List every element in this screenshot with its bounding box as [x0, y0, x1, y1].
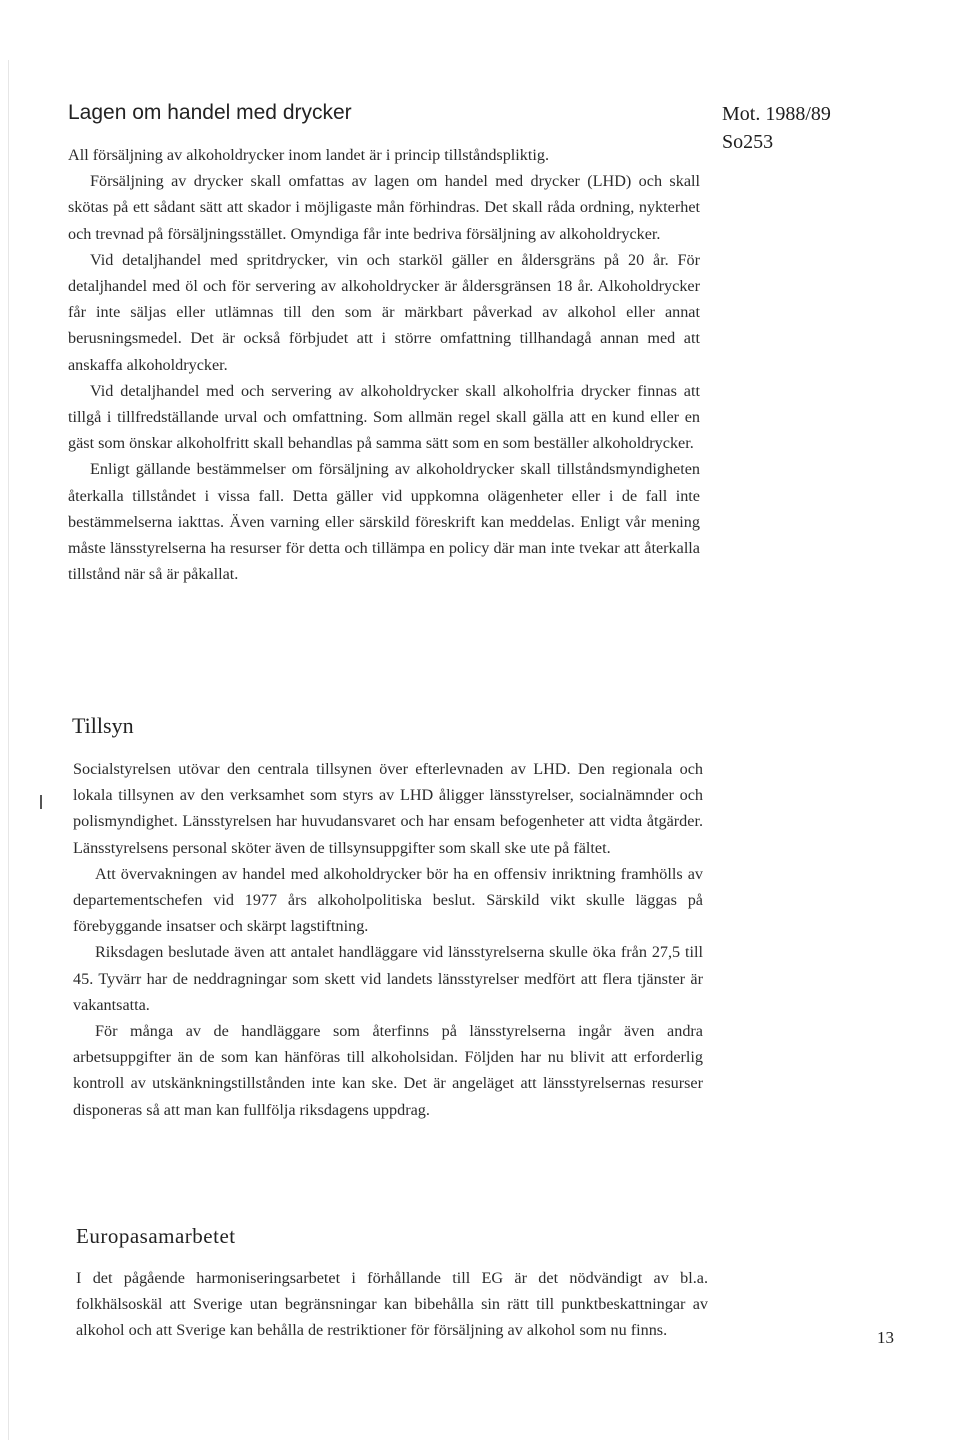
paragraph: Att övervakningen av handel med alkoholdrycker bör ha en offensiv inriktning framhölls av departementschefen vid 1977 års alkoholpolitiska beslut. Särskild vikt skulle läggas på förebyggande insatser och skärpt lagstiftning. — [73, 864, 703, 936]
page-number: 13 — [877, 1328, 894, 1347]
paragraph: Vid detaljhandel med och servering av alkoholdrycker skall alkoholfria drycker finnas att tillgå i tillfredställande urval och omfattning. Som allmän regel skall gälla att en kund eller en gäst som önskar alkoholfritt skall behandlas på samma sätt som en som beställer alkoholdrycker. — [68, 381, 700, 453]
section-body-lagen — [68, 142, 700, 587]
section-body-europasamarbetet — [76, 1265, 708, 1344]
motion-reference — [722, 100, 831, 156]
section-heading-europasamarbetet: Europasamarbetet — [76, 1224, 236, 1248]
motion-number: Mot. 1988/89 — [722, 103, 831, 125]
paragraph: För många av de handläggare som återfinns på länsstyrelserna ingår även andra arbetsuppgifter än de som kan hänföras till alkoholsidan. Följden har nu blivit att erforderlig kontroll av utskänkningstillstånden inte kan ske. Det är angeläget att länsstyrelsernas resurser disponeras så att man kan fullfölja riksdagens uppdrag. — [73, 1022, 703, 1119]
paragraph: Försäljning av drycker skall omfattas av lagen om handel med drycker (LHD) och skall skötas på ett sådant sätt att skador i möjligaste mån förhindras. Det skall råda ordning, nykterhet och trevnad på försäljningsstället. Omyndiga får inte bedriva försäljning av alkoholdrycker. — [68, 172, 700, 243]
page-edge-line — [8, 60, 9, 1440]
paragraph: All försäljning av alkoholdrycker inom landet är i princip tillståndspliktig. — [68, 146, 550, 164]
motion-code: So253 — [722, 131, 774, 153]
paragraph: I det pågående harmoniseringsarbetet i förhållande till EG är det nödvändigt av bl.a. folkhälsoskäl att Sverige utan begränsningar kan bibehålla sin rätt till punktbeskattningar av alkohol och att Sverige kan behålla de restriktioner för försäljning av alkohol som nu finns. — [76, 1269, 708, 1340]
section-body-tillsyn — [73, 756, 703, 1123]
paragraph: Riksdagen beslutade även att antalet handläggare vid länsstyrelserna skulle öka från 27,5 till 45. Tyvärr har de neddragningar som skett vid landets länsstyrelser medfört att flera tjänster är vakantsatta. — [73, 943, 703, 1014]
paragraph: Enligt gällande bestämmelser om försäljning av alkoholdrycker skall tillståndsmyndigheten återkalla tillståndet i vissa fall. Detta gäller vid uppkomna olägenheter eller i de fall inte bestämmelserna iakttas. Även varning eller särskild föreskrift kan meddelas. Enligt vår mening måste länsstyrelserna ha resurser för detta och tillämpa en policy där man inte tvekar att återkalla tillstånd när så är påkallat. — [68, 460, 700, 584]
paragraph: Socialstyrelsen utövar den centrala tillsynen över efterlevnaden av LHD. Den regionala och lokala tillsynen av den verksamhet som styrs av LHD åligger länsstyrelser, socialnämnder och polismyndighet. Länsstyrelsen har huvudansvaret och har ensam befogenheter att vidta åtgärder. Länsstyrelsens personal sköter även de tillsynsuppgifter som skall ske ute på fältet. — [73, 760, 703, 857]
section-heading-lagen: Lagen om handel med drycker — [68, 101, 352, 124]
paragraph: Vid detaljhandel med spritdrycker, vin och starköl gäller en åldersgräns på 20 år. För detaljhandel med öl och för servering av alkoholdrycker är åldersgränsen 18 år. Alkoholdrycker får inte säljas eller utlämnas till den som är märkbart påverkad av alkohol eller annat berusningsmedel. Det är också förbjudet att i större omfattning tillhandagå annan med att anskaffa alkoholdrycker. — [68, 250, 700, 374]
margin-mark — [40, 795, 42, 809]
section-heading-tillsyn: Tillsyn — [72, 713, 134, 738]
